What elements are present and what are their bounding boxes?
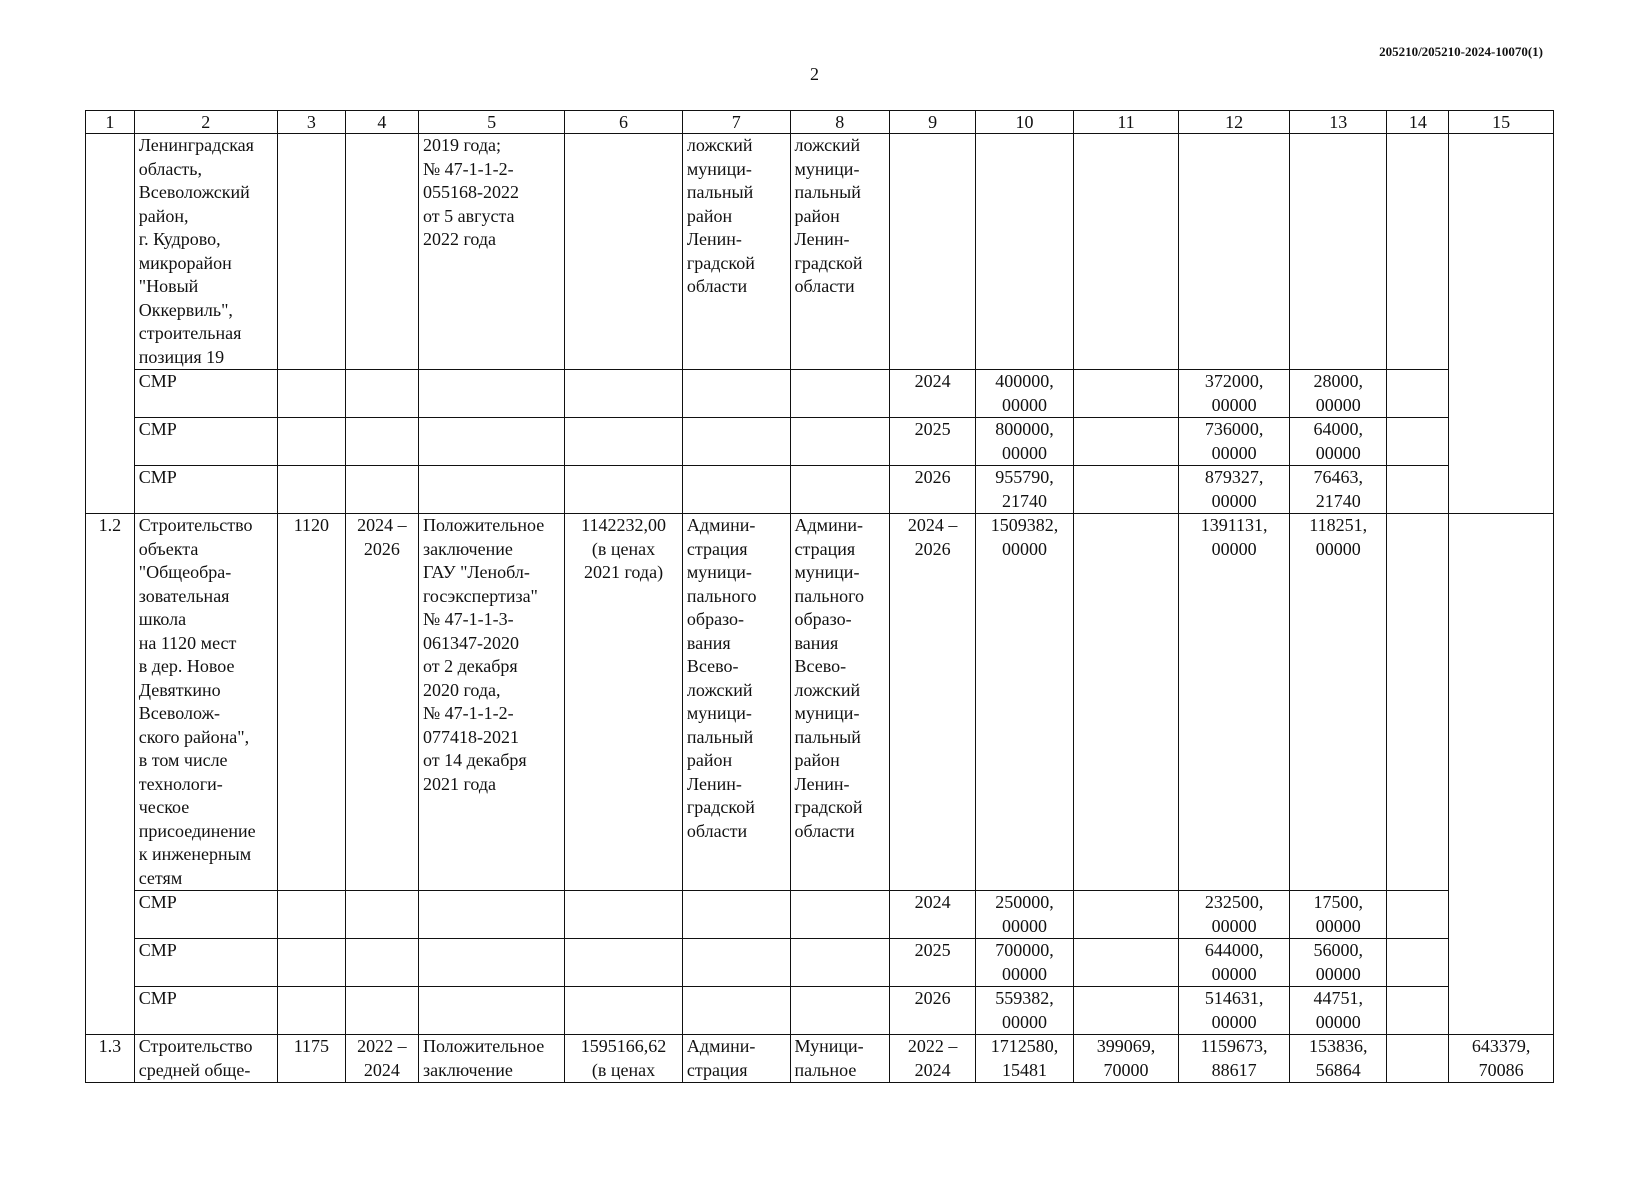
col-header: 7 [682,111,790,134]
cell-empty [790,418,889,466]
cell-empty [1387,466,1449,514]
cell-empty [418,987,564,1035]
smr-col12: 514631, 00000 [1179,987,1290,1035]
col11-cell [1073,514,1179,891]
cell-empty [565,891,683,939]
cell-empty [1387,891,1449,939]
col-header: 2 [134,111,277,134]
smr-year: 2026 [890,466,976,514]
smr-year: 2025 [890,418,976,466]
object-name: Ленинградская область, Всеволожский район, г. Кудрово, микрорайон "Новый Оккервиль", строительная позиция 19 [134,134,277,370]
object-name: Строительство средней обще- [134,1035,277,1083]
expertise-cell: 2019 года; № 47-1-1-2- 055168-2022 от 5 августа 2022 года [418,134,564,370]
cell-empty [1387,514,1449,891]
cell-empty [1073,134,1179,370]
col-header: 5 [418,111,564,134]
cell-empty [277,370,345,418]
cell-empty [277,466,345,514]
smr-total: 800000, 00000 [976,418,1073,466]
cell-empty [790,987,889,1035]
cell-empty [790,466,889,514]
cell-empty [418,891,564,939]
page-number: 2 [810,64,819,84]
smr-row [86,370,1554,418]
smr-col13: 64000, 00000 [1289,418,1386,466]
cell-empty [1073,939,1179,987]
customer-cell: Админи- страция муници- пального образо- вания Всево- ложский муници- пальный район Ленин- градской области [682,514,790,891]
cell-empty [1449,514,1554,1035]
cell-empty [1387,418,1449,466]
smr-col12: 736000, 00000 [1179,418,1290,466]
cell-empty [1387,134,1449,370]
smr-total: 559382, 00000 [976,987,1073,1035]
program-table [85,110,1554,1083]
cell-empty [565,466,683,514]
cell-empty [86,134,135,514]
smr-col12: 644000, 00000 [1179,939,1290,987]
capacity-cell: 1175 [277,1035,345,1083]
smr-year: 2026 [890,987,976,1035]
cell-empty [565,370,683,418]
col13-cell: 153836, 56864 [1289,1035,1386,1083]
cell-empty [682,418,790,466]
period-cell: 2024 – 2026 [345,514,418,891]
smr-label: СМР [134,418,277,466]
cell-empty [1387,939,1449,987]
cell-empty [418,939,564,987]
smr-col13: 28000, 00000 [1289,370,1386,418]
smr-label: СМР [134,891,277,939]
col12-cell: 1159673, 88617 [1179,1035,1290,1083]
cost-cell: 1142232,00 (в ценах 2021 года) [565,514,683,891]
cell-empty [277,939,345,987]
item-number: 1.3 [86,1035,135,1083]
col-header: 13 [1289,111,1386,134]
col-header: 10 [976,111,1073,134]
col-header: 6 [565,111,683,134]
cell-empty [565,939,683,987]
cell-empty [418,370,564,418]
cell-empty [790,939,889,987]
cell-empty [345,466,418,514]
total-cell: 1509382, 00000 [976,514,1073,891]
smr-year: 2024 [890,370,976,418]
smr-row [86,939,1554,987]
smr-total: 955790, 21740 [976,466,1073,514]
smr-row [86,891,1554,939]
cell-empty [1073,466,1179,514]
cell-empty [1179,134,1290,370]
col-header: 12 [1179,111,1290,134]
cell-empty [418,466,564,514]
cell-empty [1073,987,1179,1035]
col-header: 8 [790,111,889,134]
developer-cell: ложский муници- пальный район Ленин- градской области [790,134,889,370]
cell-empty [277,134,345,370]
cell-empty [345,134,418,370]
cell-empty [277,418,345,466]
developer-cell: Админи- страция муници- пального образо- вания Всево- ложский муници- пальный район Ленин- градской области [790,514,889,891]
cell-empty [565,134,683,370]
cell-empty [1073,370,1179,418]
col11-cell: 399069, 70000 [1073,1035,1179,1083]
cell-empty [682,466,790,514]
cell-empty [1073,891,1179,939]
cell-empty [565,418,683,466]
period-cell: 2022 – 2024 [345,1035,418,1083]
smr-col13: 76463, 21740 [1289,466,1386,514]
cell-empty [1073,418,1179,466]
col-header: 3 [277,111,345,134]
smr-year: 2025 [890,939,976,987]
col-header: 1 [86,111,135,134]
cell-empty [976,134,1073,370]
smr-total: 250000, 00000 [976,891,1073,939]
cost-cell: 1595166,62 (в ценах [565,1035,683,1083]
smr-col12: 879327, 00000 [1179,466,1290,514]
developer-cell: Муници- пальное [790,1035,889,1083]
col14-cell [1387,1035,1449,1083]
table-row [86,1035,1554,1083]
cell-empty [277,987,345,1035]
col-header: 14 [1387,111,1449,134]
col-header: 11 [1073,111,1179,134]
smr-row [86,987,1554,1035]
cell-empty [345,891,418,939]
cell-empty [682,891,790,939]
object-name: Строительство объекта "Общеобра- зовательная школа на 1120 мест в дер. Новое Девяткино Всеволож- ского района", в том числе технологи- ческое присоединение к инженерным сетям [134,514,277,891]
smr-col13: 17500, 00000 [1289,891,1386,939]
expertise-cell: Положительное заключение ГАУ "Ленобл- госэкспертиза" № 47-1-1-3- 061347-2020 от 2 декабря 2020 года, № 47-1-1-2- 077418-2021 от 14 декабря 2021 года [418,514,564,891]
expertise-cell: Положительное заключение [418,1035,564,1083]
col15-cell: 643379, 70086 [1449,1035,1554,1083]
cell-empty [1387,370,1449,418]
smr-label: СМР [134,466,277,514]
smr-total: 700000, 00000 [976,939,1073,987]
cell-empty [1449,134,1554,514]
col-header: 4 [345,111,418,134]
cell-empty [682,987,790,1035]
smr-label: СМР [134,939,277,987]
smr-col13: 44751, 00000 [1289,987,1386,1035]
smr-label: СМР [134,370,277,418]
table-row [86,134,1554,370]
col-header: 15 [1449,111,1554,134]
cell-empty [1289,134,1386,370]
smr-col13: 56000, 00000 [1289,939,1386,987]
smr-col12: 232500, 00000 [1179,891,1290,939]
years-cell: 2022 – 2024 [890,1035,976,1083]
cell-empty [345,987,418,1035]
customer-cell: ложский муници- пальный район Ленин- градской области [682,134,790,370]
smr-total: 400000, 00000 [976,370,1073,418]
smr-label: СМР [134,987,277,1035]
cell-empty [682,370,790,418]
col13-cell: 118251, 00000 [1289,514,1386,891]
cell-empty [345,939,418,987]
document-id: 205210/205210-2024-10070(1) [1379,44,1543,59]
cell-empty [277,891,345,939]
col-header: 9 [890,111,976,134]
years-cell: 2024 – 2026 [890,514,976,891]
cell-empty [682,939,790,987]
column-number-row [86,111,1554,134]
capacity-cell: 1120 [277,514,345,891]
smr-row [86,466,1554,514]
smr-row [86,418,1554,466]
customer-cell: Админи- страция [682,1035,790,1083]
smr-col12: 372000, 00000 [1179,370,1290,418]
cell-empty [418,418,564,466]
cell-empty [890,134,976,370]
cell-empty [565,987,683,1035]
cell-empty [790,370,889,418]
table-row [86,514,1554,891]
item-number: 1.2 [86,514,135,1035]
cell-empty [345,418,418,466]
cell-empty [790,891,889,939]
cell-empty [345,370,418,418]
col12-cell: 1391131, 00000 [1179,514,1290,891]
cell-empty [1387,987,1449,1035]
total-cell: 1712580, 15481 [976,1035,1073,1083]
smr-year: 2024 [890,891,976,939]
